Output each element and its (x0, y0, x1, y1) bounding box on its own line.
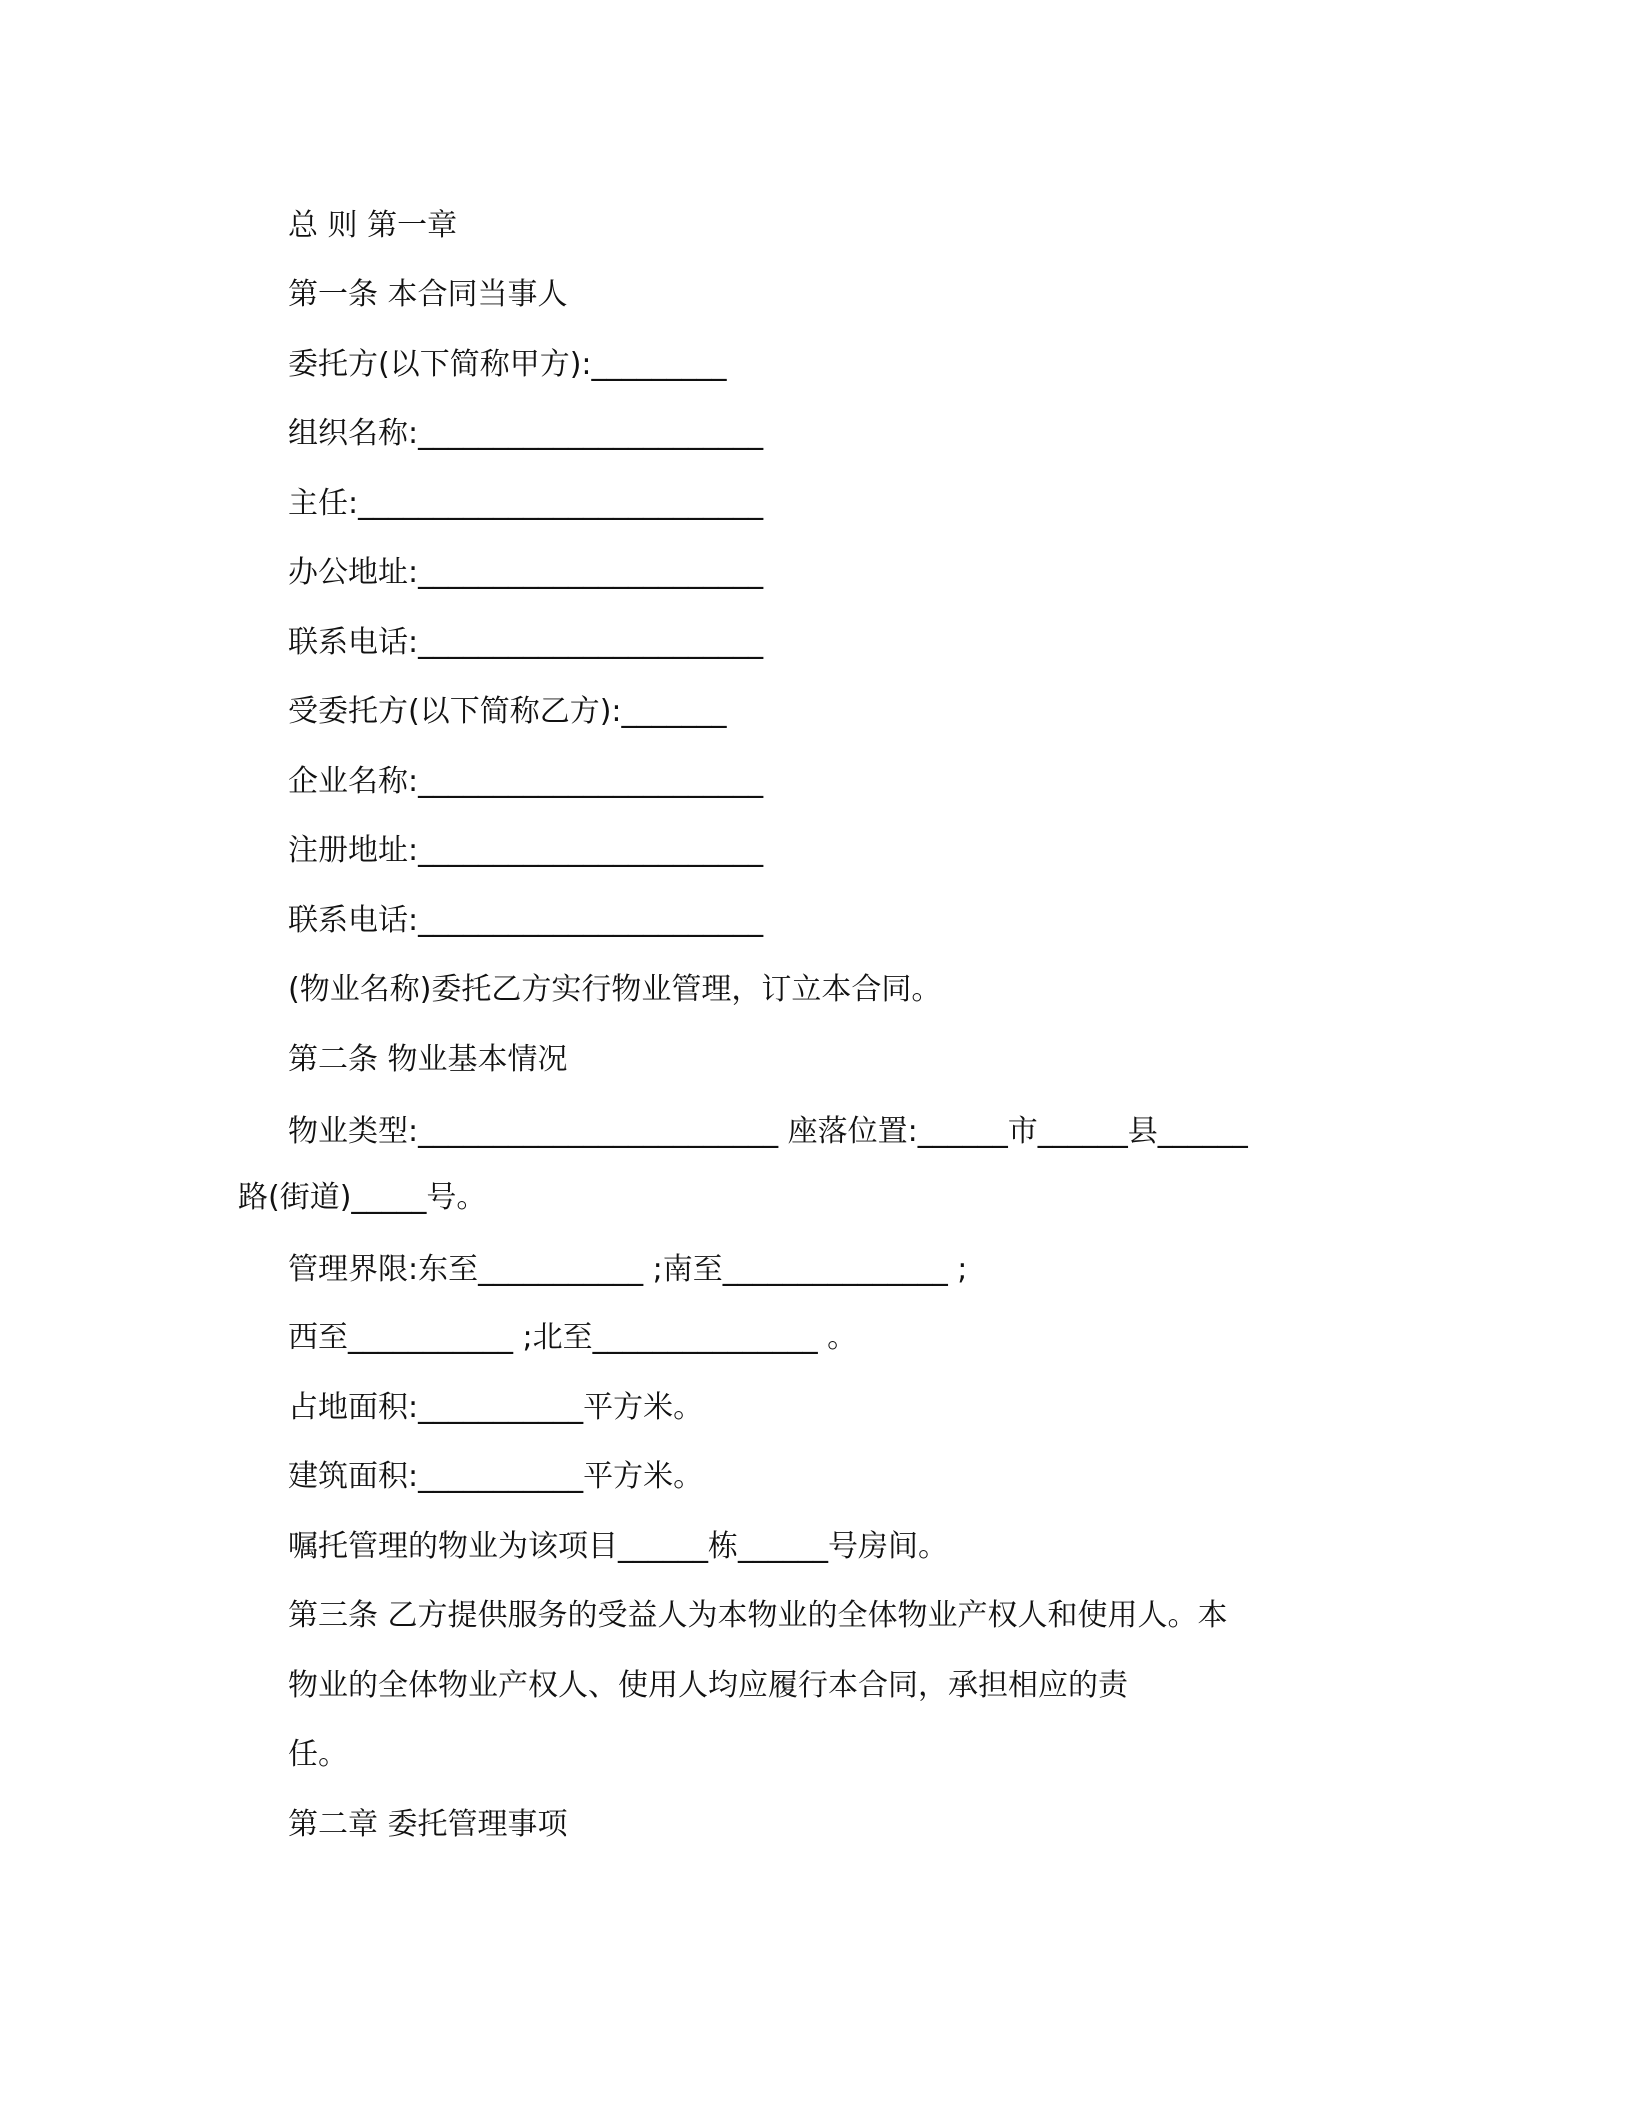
article-heading: 第二条 物业基本情况 (288, 1042, 568, 1077)
text-line: 企业名称:_______________________ (288, 764, 764, 799)
text-line: 嘱托管理的物业为该项目______栋______号房间。 (288, 1529, 948, 1564)
chapter-heading: 总 则 第一章 (288, 208, 458, 243)
text-line: 受委托方(以下简称乙方):_______ (288, 694, 727, 729)
text-line: 联系电话:_______________________ (288, 625, 764, 660)
text-line: 联系电话:_______________________ (288, 903, 764, 938)
text-line: 建筑面积:___________平方米。 (288, 1459, 704, 1494)
article-text: 物业的全体物业产权人、使用人均应履行本合同，承担相应的责 (288, 1668, 1128, 1703)
text-line: 办公地址:_______________________ (288, 555, 764, 590)
chapter-heading: 第二章 委托管理事项 (288, 1807, 568, 1842)
text-line: 占地面积:___________平方米。 (288, 1390, 704, 1425)
article-text: 任。 (288, 1737, 348, 1772)
text-line: 主任:___________________________ (288, 486, 764, 521)
text-line: 组织名称:_______________________ (288, 416, 764, 451)
text-line: 管理界限:东至___________ ;南至_______________ ; (288, 1252, 968, 1287)
text-line: (物业名称)委托乙方实行物业管理，订立本合同。 (288, 972, 942, 1007)
article-heading: 第一条 本合同当事人 (288, 277, 568, 312)
text-line: 注册地址:_______________________ (288, 833, 764, 868)
article-text: 第三条 乙方提供服务的受益人为本物业的全体物业产权人和使用人。本 (288, 1598, 1228, 1633)
text-line-continuation: 路(街道)_____号。 (238, 1180, 487, 1215)
text-line: 西至___________ ;北至_______________ 。 (288, 1320, 858, 1355)
text-line: 委托方(以下简称甲方):_________ (288, 347, 727, 382)
text-line: 物业类型:________________________ 座落位置:______市______县______ (288, 1114, 1248, 1149)
